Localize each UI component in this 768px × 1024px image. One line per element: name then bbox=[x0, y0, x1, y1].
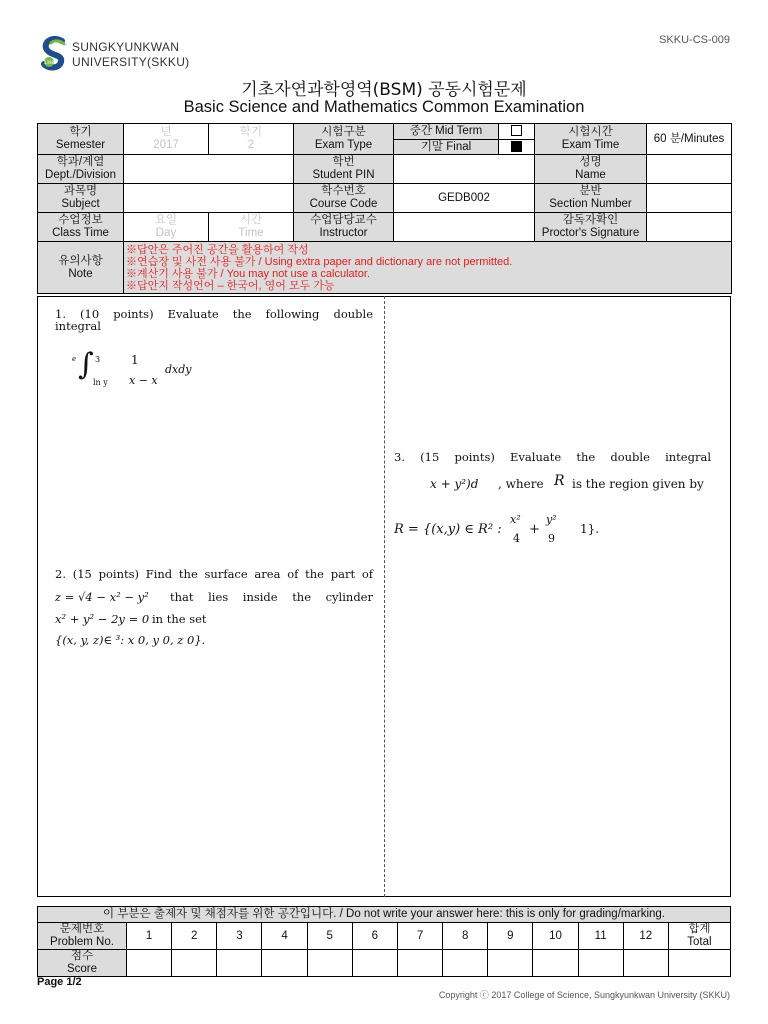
dept-label: 학과/계열 Dept./Division bbox=[38, 155, 124, 184]
problem-number: 11 bbox=[578, 923, 623, 950]
instructor-label: 수업담당교수 Instructor bbox=[294, 213, 394, 242]
subject-field[interactable] bbox=[124, 184, 294, 213]
score-cell[interactable] bbox=[488, 950, 533, 977]
logo-text-line1: SUNGKYUNKWAN bbox=[72, 40, 180, 54]
question-1-text-cont: integral bbox=[55, 319, 101, 333]
score-cell[interactable] bbox=[262, 950, 307, 977]
question-3-where: , where bbox=[498, 477, 544, 491]
question-3-region-text: is the region given by bbox=[572, 477, 704, 491]
page-number: Page 1/2 bbox=[37, 976, 82, 988]
proctor-label: 감독자확인 Proctor's Signature bbox=[535, 213, 647, 242]
year-field[interactable]: 년 2017 bbox=[124, 124, 209, 155]
question-1-text: 1. (10 points) Evaluate the following double bbox=[55, 307, 373, 321]
question-2-inset: in the set bbox=[152, 612, 207, 626]
score-cell[interactable] bbox=[307, 950, 352, 977]
question-3-text: 3. (15 points) Evaluate the double integral bbox=[394, 450, 711, 464]
problem-number: 5 bbox=[307, 923, 352, 950]
question-3-R: R bbox=[554, 473, 565, 489]
student-pin-label: 학번 Student PIN bbox=[294, 155, 394, 184]
university-logo bbox=[40, 36, 200, 76]
exam-time-label: 시험시간 Exam Time bbox=[535, 124, 647, 155]
question-2-text-cont: that lies inside the cylinder bbox=[170, 590, 373, 604]
question-2-set: {(x, y, z)∈ ³: x 0, y 0, z 0}. bbox=[55, 633, 206, 647]
name-field[interactable] bbox=[647, 155, 732, 184]
section-field[interactable] bbox=[647, 184, 732, 213]
score-label: 점수 Score bbox=[38, 950, 127, 977]
note-item: ※답안은 주어진 공간을 활용하여 작성 bbox=[126, 243, 309, 256]
midterm-option-label: 중간 Mid Term bbox=[394, 124, 499, 140]
section-label: 분반 Section Number bbox=[535, 184, 647, 213]
skku-emblem-icon bbox=[40, 36, 70, 72]
exam-title-english: Basic Science and Mathematics Common Examination bbox=[183, 98, 585, 116]
instructor-field[interactable] bbox=[394, 213, 535, 242]
class-time-label: 수업정보 Class Time bbox=[38, 213, 124, 242]
score-cell[interactable] bbox=[533, 950, 578, 977]
note-item: ※답안지 작성언어 – 한국어, 영어 모두 가능 bbox=[126, 279, 335, 292]
score-cell[interactable] bbox=[352, 950, 397, 977]
final-option-label: 기말 Final bbox=[394, 140, 499, 155]
svg-text:1398: 1398 bbox=[43, 60, 55, 65]
day-field[interactable]: 요일 Day bbox=[124, 213, 209, 242]
proctor-signature-field[interactable] bbox=[647, 213, 732, 242]
question-2-surface-eq: z = √4 − x² − y² bbox=[55, 590, 149, 604]
score-cell[interactable] bbox=[127, 950, 172, 977]
course-code-label: 학수번호 Course Code bbox=[294, 184, 394, 213]
score-cell[interactable] bbox=[443, 950, 488, 977]
exam-title-korean: 기초자연과학영역(BSM) 공동시험문제 bbox=[241, 80, 527, 100]
time-field[interactable]: 시간 Time bbox=[209, 213, 294, 242]
notes-list bbox=[124, 242, 732, 294]
note-item: ※연습장 및 사전 사용 불가 / Using extra paper and dictionary are not permitted. bbox=[126, 255, 513, 268]
exam-type-label: 시험구분 Exam Type bbox=[294, 124, 394, 155]
score-cell[interactable] bbox=[623, 950, 668, 977]
midterm-checkbox[interactable] bbox=[499, 124, 535, 140]
copyright-text: Copyright ⓒ 2017 College of Science, Sungkyunkwan University (SKKU) bbox=[438, 990, 730, 1000]
term-field[interactable]: 학기 2 bbox=[209, 124, 294, 155]
grading-table bbox=[37, 906, 731, 977]
problem-number: 6 bbox=[352, 923, 397, 950]
score-cell[interactable] bbox=[578, 950, 623, 977]
note-item: ※계산기 사용 불가 / You may not use a calculator. bbox=[126, 267, 370, 280]
name-label: 성명 Name bbox=[535, 155, 647, 184]
empty-checkbox-icon bbox=[511, 125, 522, 136]
problem-number: 4 bbox=[262, 923, 307, 950]
exam-time-value: 60 분/Minutes bbox=[647, 124, 732, 155]
problem-number: 2 bbox=[172, 923, 217, 950]
grading-banner: 이 부분은 출제자 및 채점자를 위한 공간입니다. / Do not write your answer here: this is only for grading/marking. bbox=[38, 907, 731, 923]
question-2-text: 2. (15 points) Find the surface area of the part of bbox=[55, 567, 373, 581]
document-code: SKKU-CS-009 bbox=[659, 34, 730, 46]
total-label: 합계 Total bbox=[668, 923, 730, 950]
final-checkbox[interactable] bbox=[499, 140, 535, 155]
logo-text-line2: UNIVERSITY(SKKU) bbox=[72, 55, 190, 69]
dept-field[interactable] bbox=[124, 155, 294, 184]
problem-number: 12 bbox=[623, 923, 668, 950]
semester-label: 학기 Semester bbox=[38, 124, 124, 155]
problem-number: 7 bbox=[397, 923, 442, 950]
question-2-cylinder-eq: x² + y² − 2y = 0 bbox=[55, 612, 150, 626]
problem-number: 10 bbox=[533, 923, 578, 950]
total-score-cell[interactable] bbox=[668, 950, 730, 977]
course-code-value: GEDB002 bbox=[394, 184, 535, 213]
exam-info-table bbox=[37, 123, 732, 294]
problem-number: 3 bbox=[217, 923, 262, 950]
subject-label: 과목명 Subject bbox=[38, 184, 124, 213]
student-pin-field[interactable] bbox=[394, 155, 535, 184]
score-cell[interactable] bbox=[217, 950, 262, 977]
integral-sign-icon: ∫ bbox=[78, 347, 94, 382]
problem-number: 9 bbox=[488, 923, 533, 950]
note-label: 유의사항 Note bbox=[38, 242, 124, 294]
question-3-integrand: x + y²)d bbox=[430, 477, 479, 491]
problem-number: 1 bbox=[127, 923, 172, 950]
score-cell[interactable] bbox=[172, 950, 217, 977]
problem-no-label: 문제번호 Problem No. bbox=[38, 923, 127, 950]
filled-checkbox-icon bbox=[511, 141, 522, 152]
score-cell[interactable] bbox=[397, 950, 442, 977]
column-divider bbox=[384, 296, 385, 897]
problem-number: 8 bbox=[443, 923, 488, 950]
